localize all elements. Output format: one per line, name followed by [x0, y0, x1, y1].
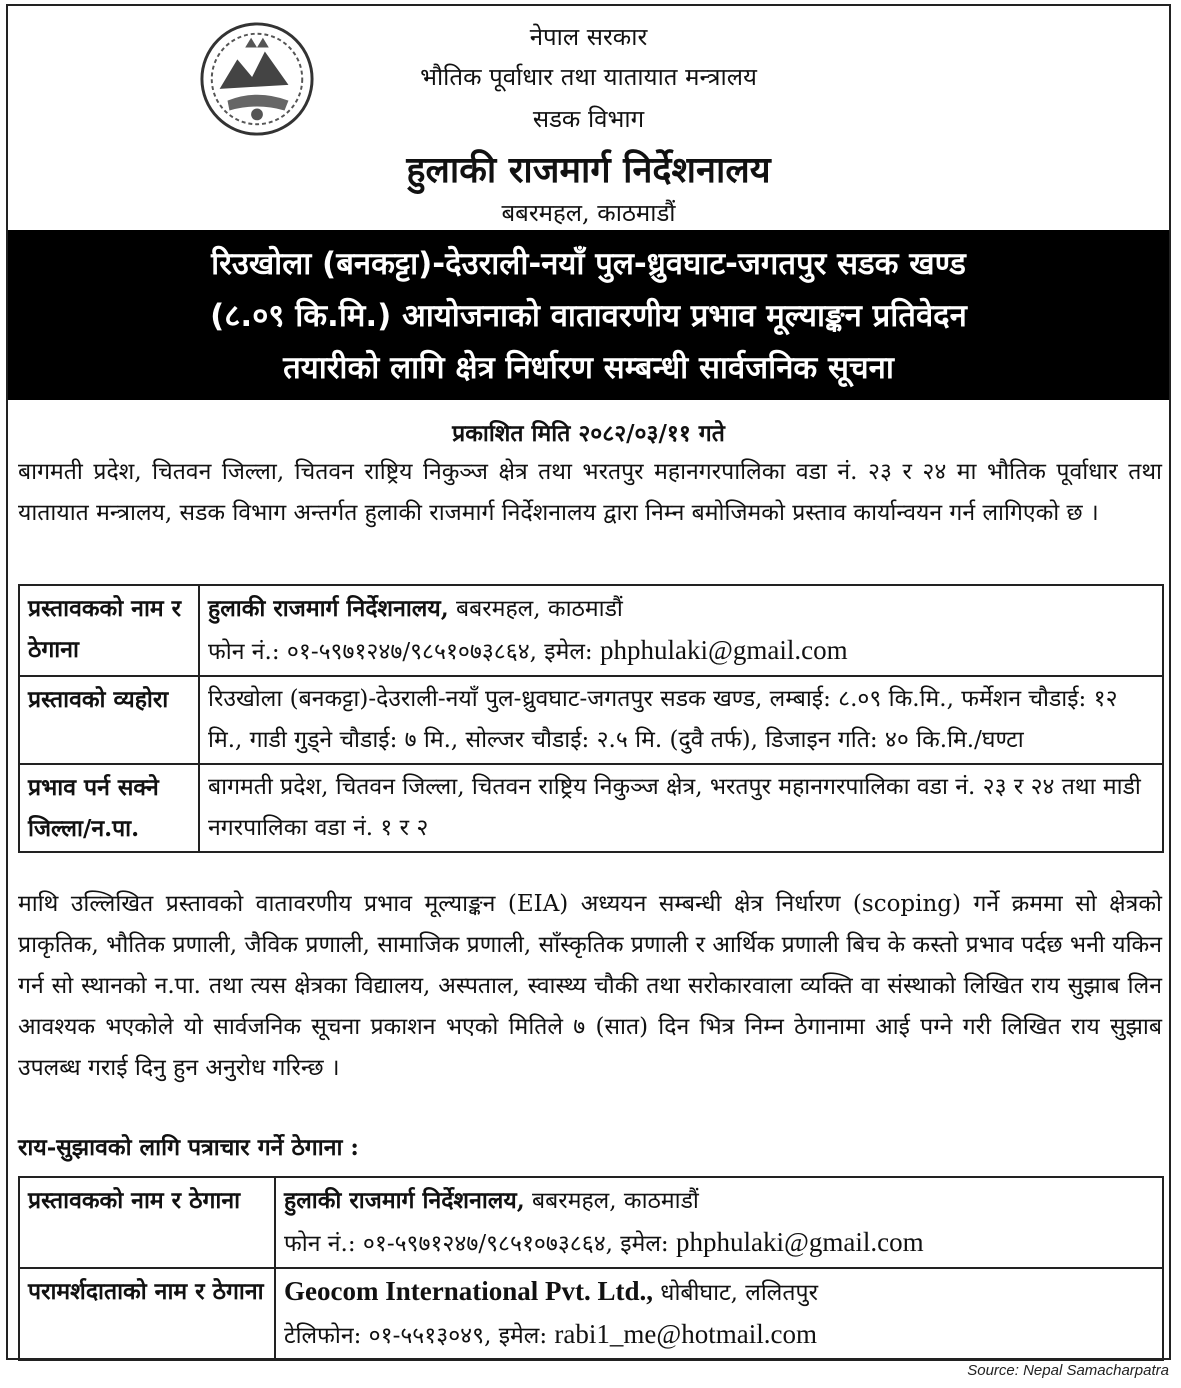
row-value	[199, 585, 1163, 676]
proponent-email[interactable]: phphulaki@gmail.com	[600, 635, 848, 665]
intro-paragraph: बागमती प्रदेश, चितवन जिल्ला, चितवन राष्ट्रिय निकुञ्ज क्षेत्र तथा भरतपुर महानगरपालिका वडा नं. २३ र २४ मा भौतिक पूर्वाधार तथा यातायात मन्त्रालय, सडक विभाग अन्तर्गत हुलाकी राजमार्ग निर्देशनालय द्वारा निम्न बमोजिमको प्रस्ताव कार्यान्वयन गर्न लागिएको छ ।	[18, 459, 1162, 526]
table-row	[19, 676, 1163, 764]
table-row	[19, 1268, 1163, 1360]
proposal-description: रिउखोला (बनकट्टा)-देउराली-नयाँ पुल-ध्रुवघाट-जगतपुर सडक खण्ड, लम्बाई: ८.०९ कि.मि., फर्मेशन चौडाई: १२ मि., गाडी गुड्ने चौडाई: ७ मि., सोल्जर चौडाई: २.५ मि. (दुवै तर्फ), डिजाइन गति: ४० कि.मि./घण्टा	[199, 676, 1163, 764]
government-name: नेपाल सरकार	[529, 23, 648, 51]
proponent-email[interactable]: phphulaki@gmail.com	[676, 1227, 924, 1257]
title-line-3: तयारीको लागि क्षेत्र निर्धारण सम्बन्धी सार्वजनिक सूचना	[283, 350, 894, 386]
consultant-email[interactable]: rabi1_me@hotmail.com	[554, 1319, 817, 1349]
correspondence-heading: राय-सुझावको लागि पत्राचार गर्ने ठेगाना :	[18, 1134, 359, 1161]
notice-header	[8, 6, 1169, 228]
notice-title	[8, 230, 1169, 400]
office-address: बबरमहल, काठमाडौं	[501, 199, 676, 227]
row-label: प्रस्तावकको नाम र ठेगाना	[19, 1177, 275, 1268]
consultant-name: Geocom International Pvt. Ltd.,	[284, 1276, 653, 1306]
row-label: प्रस्तावकको नाम र ठेगाना	[19, 585, 199, 676]
proposal-info-table	[18, 584, 1164, 853]
table-row	[19, 764, 1163, 852]
row-value	[275, 1268, 1163, 1360]
row-label: प्रस्तावको व्यहोरा	[19, 676, 199, 764]
notice-border	[6, 4, 1171, 1360]
ministry-name: भौतिक पूर्वाधार तथा यातायात मन्त्रालय	[420, 63, 757, 91]
proponent-phone: फोन नं.: ०१-५९७१२४७/९८५१०७३८६४, इमेल:	[208, 639, 593, 665]
published-date: प्रकाशित मिति २०८२/०३/११ गते	[452, 420, 725, 447]
row-value	[275, 1177, 1163, 1268]
proponent-name: हुलाकी राजमार्ग निर्देशनालय,	[208, 595, 449, 622]
row-label: परामर्शदाताको नाम र ठेगाना	[19, 1268, 275, 1360]
consultant-address: धोबीघाट, ललितपुर	[652, 1280, 818, 1306]
office-name: हुलाकी राजमार्ग निर्देशनालय	[406, 150, 771, 191]
title-line-2: (८.०९ कि.मि.) आयोजनाको वातावरणीय प्रभाव मूल्याङ्कन प्रतिवेदन	[210, 298, 967, 334]
contact-table	[18, 1176, 1164, 1361]
source-credit: Source: Nepal Samacharpatra	[967, 1362, 1169, 1379]
table-row	[19, 585, 1163, 676]
proponent-address: बबरमहल, काठमाडौं	[524, 1188, 699, 1214]
proponent-address: बबरमहल, काठमाडौं	[448, 596, 623, 622]
consultant-phone: टेलिफोन: ०१-५५१३०४९, इमेल:	[284, 1323, 548, 1349]
proponent-name: हुलाकी राजमार्ग निर्देशनालय,	[284, 1187, 525, 1214]
proponent-phone: फोन नं.: ०१-५९७१२४७/९८५१०७३८६४, इमेल:	[284, 1231, 669, 1257]
body-paragraph: माथि उल्लिखित प्रस्तावको वातावरणीय प्रभाव मूल्याङ्कन (EIA) अध्ययन सम्बन्धी क्षेत्र निर्धारण (scoping) गर्ने क्रममा सो क्षेत्रको प्राकृतिक, भौतिक प्रणाली, जैविक प्रणाली, सामाजिक प्रणाली, साँस्कृतिक प्रणाली र आर्थिक प्रणाली बिच के कस्तो प्रभाव पर्दछ भनी यकिन गर्न सो स्थानको न.पा. तथा त्यस क्षेत्रका विद्यालय, अस्पताल, स्वास्थ्य चौकी तथा सरोकारवाला व्यक्ति वा संस्थाको लिखित राय सुझाब लिन आवश्यक भएकोले यो सार्वजनिक सूचना प्रकाशन भएको मितिले ७ (सात) दिन भित्र निम्न ठेगानामा आई पग्ने गरी लिखित राय सुझाब उपलब्ध गराई दिनु हुन अनुरोध गरिन्छ ।	[18, 891, 1162, 1081]
table-row	[19, 1177, 1163, 1268]
row-label: प्रभाव पर्न सक्ने जिल्ला/न.पा.	[19, 764, 199, 852]
title-line-1: रिउखोला (बनकट्टा)-देउराली-नयाँ पुल-ध्रुवघाट-जगतपुर सडक खण्ड	[211, 246, 966, 282]
department-name: सडक विभाग	[532, 105, 645, 133]
affected-area: बागमती प्रदेश, चितवन जिल्ला, चितवन राष्ट्रिय निकुञ्ज क्षेत्र, भरतपुर महानगरपालिका वडा नं. २३ र २४ तथा माडी नगरपालिका वडा नं. १ र २	[199, 764, 1163, 852]
